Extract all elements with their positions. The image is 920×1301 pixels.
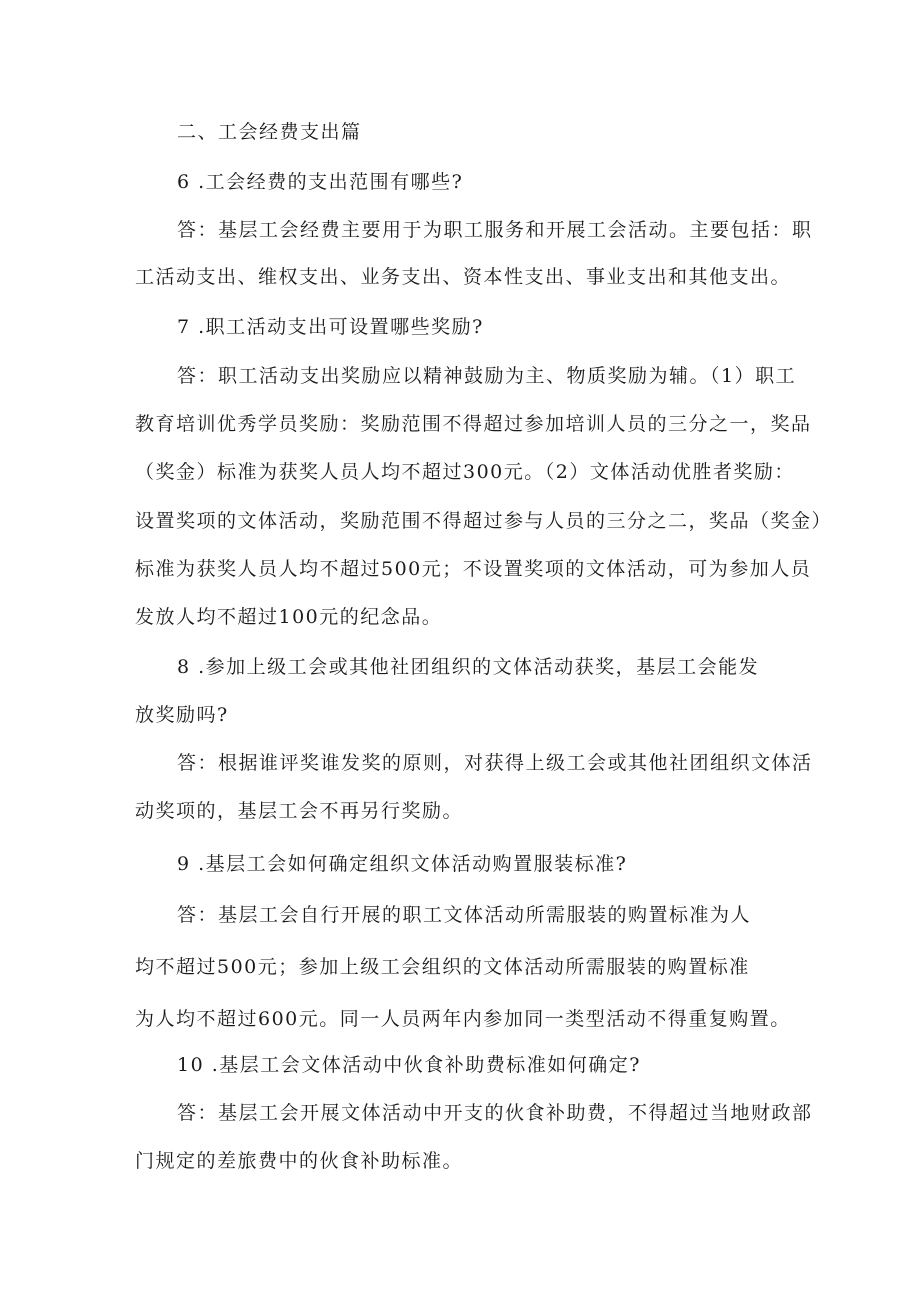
question-6: 6 .工会经费的支出范围有哪些?	[177, 171, 464, 193]
question-10: 10 .基层工会文体活动中伙食补助费标准如何确定?	[177, 1054, 641, 1076]
answer-6-line-2: 工活动支出、维权支出、业务支出、资本性支出、事业支出和其他支出。	[135, 266, 792, 288]
question-9: 9 .基层工会如何确定组织文体活动购置服装标准?	[177, 853, 628, 875]
answer-7-line-3: （奖金）标准为获奖人员人均不超过300元。（2）文体活动优胜者奖励：	[135, 461, 795, 483]
section-heading: 二、工会经费支出篇	[177, 121, 362, 143]
answer-6-line-1: 答：基层工会经费主要用于为职工服务和开展工会活动。主要包括：职	[177, 219, 813, 241]
question-8-line-1: 8 .参加上级工会或其他社团组织的文体活动获奖，基层工会能发	[177, 656, 760, 678]
answer-9-line-2: 均不超过500元；参加上级工会组织的文体活动所需服装的购置标准	[135, 956, 750, 978]
answer-7-line-6: 发放人均不超过100元的纪念品。	[135, 606, 443, 628]
answer-8-line-1: 答：根据谁评奖谁发奖的原则，对获得上级工会或其他社团组织文体活	[177, 752, 813, 774]
answer-7-line-2: 教育培训优秀学员奖励：奖励范围不得超过参加培训人员的三分之一，奖品	[135, 413, 812, 435]
answer-7-line-1: 答：职工活动支出奖励应以精神鼓励为主、物质奖励为辅。（1）职工	[177, 365, 797, 387]
answer-10-line-1: 答：基层工会开展文体活动中开支的伙食补助费，不得超过当地财政部	[177, 1102, 813, 1124]
answer-9-line-3: 为人均不超过600元。同一人员两年内参加同一类型活动不得重复购置。	[135, 1008, 791, 1030]
answer-9-line-1: 答：基层工会自行开展的职工文体活动所需服装的购置标准为人	[177, 904, 752, 926]
question-7: 7 .职工活动支出可设置哪些奖励?	[177, 316, 484, 338]
answer-10-line-2: 门规定的差旅费中的伙食补助标准。	[135, 1150, 464, 1172]
answer-8-line-2: 动奖项的，基层工会不再另行奖励。	[135, 800, 464, 822]
answer-7-line-4: 设置奖项的文体活动，奖励范围不得超过参与人员的三分之二，奖品（奖金）	[135, 510, 833, 532]
question-8-line-2: 放奖励吗?	[135, 704, 229, 726]
answer-7-line-5: 标准为获奖人员人均不超过500元；不设置奖项的文体活动，可为参加人员	[135, 558, 812, 580]
